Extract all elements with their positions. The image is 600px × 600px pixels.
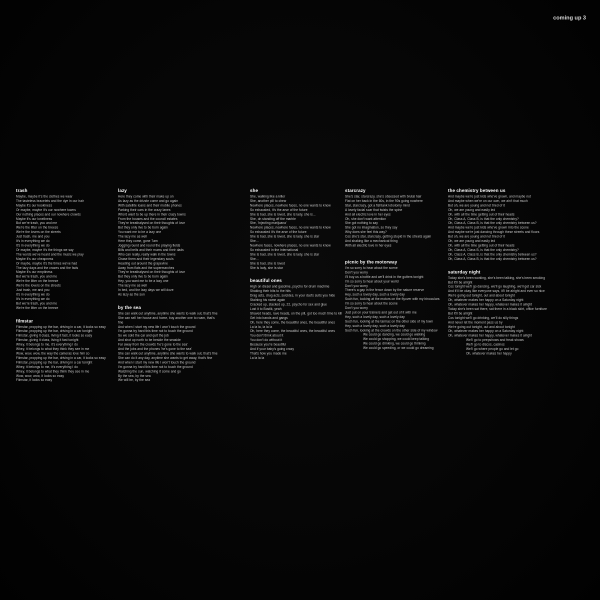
lyrics-column-1: [16, 188, 114, 383]
lyric-line: Cos tonight we'll go drinking, we'll do silly things: [448, 316, 519, 320]
lyric-line: And maybe when we're on our own, we ain't that much: [448, 199, 528, 203]
lyric-line: And when I start my new life I won't touch the ground: [118, 360, 196, 365]
lyric-line: And maybe we're just dancing through these streets and floors: [448, 230, 540, 235]
lyric-line-indented: We'll go where people go and let go: [466, 347, 519, 352]
lyric-line: Away from flats and the supermarches: [118, 266, 175, 270]
lyric-line: But they only live to be born again: [118, 275, 168, 279]
lyric-line-indented: We'll go to discos, casinos: [466, 343, 505, 347]
lyric-line-indented: We'll go to peepshows and freak shows: [466, 338, 524, 343]
lyric-line: You want me to be a lazy one: [118, 230, 162, 235]
lyric-line: And shaking like a mechanical thing: [345, 239, 398, 244]
lyric-line: Watching the sun, watching it come and go: [118, 369, 181, 374]
lyric-line: She, another pill to chew: [250, 199, 287, 203]
lyric-line: Staining his name again: [250, 298, 286, 303]
lyric-line: Oh, we are young and easily led: [448, 208, 496, 212]
lyric-line: Oh, Class A, Class B, is that the only chemistry?: [448, 248, 519, 252]
lyric-line: Filmstar, giving it class, living it fast, it looks so easy: [16, 334, 93, 338]
lyric-line-indented: We could go shopping, we could keep talking: [363, 337, 430, 342]
lyric-line: Parking their cars in the crazy lanes: [118, 208, 171, 212]
lyric-line: She can walk out anytime, anytime she wants to walk out, that's fine: [118, 311, 218, 316]
song-title: lazy: [118, 188, 127, 193]
lyric-line: She got no imagination, so they say: [345, 226, 398, 230]
lyric-line: She, oh standing off the marble: [250, 217, 296, 221]
lyric-line: By the sea, by the sea: [118, 374, 151, 378]
lyric-line: Oh, we are young and easily led: [448, 239, 496, 244]
lyric-line: It's in everything we do: [16, 292, 50, 297]
lyric-line: Wow, wow, wow, it looks so easy: [16, 374, 65, 378]
lyric-line: And if your baby's going crazy: [250, 347, 295, 352]
lyric-line: Hey, such a lovely day, such a lovely day: [345, 315, 405, 319]
lyric-line: Whey, it belongs to me, it's everything I do: [16, 343, 78, 347]
lyric-line: So we sold the car and quit the job: [118, 334, 169, 338]
song-title: by the sea: [118, 304, 142, 310]
lyric-line: And all electric love in her eyes: [345, 212, 391, 217]
lyric-line: And the jobs and the phones 'he's gone to the sea': [118, 347, 192, 352]
lyric-line: She is bad, she is loved, she is lady, she is...: [250, 212, 316, 217]
lyric-line: Just trash, me and you: [16, 235, 50, 239]
lyric-line: She...: [250, 239, 259, 244]
lyric-line: We're the litter on the breeze: [16, 226, 59, 230]
lyric-line: We're the lovers on the streets: [16, 230, 61, 235]
lyric-line: Maybe, maybe it's the clothes we wear: [16, 195, 73, 199]
lyric-line: Bills and bells and their mums and their dads: [118, 248, 184, 252]
lyric-line: Oh, Class A, Class B, is that the only chemistry between us?: [448, 221, 537, 226]
lyric-line: Cos she's star, starcrazy, getting stupid in the streets again: [345, 235, 432, 239]
corner-title: coming up 3: [553, 14, 586, 21]
song-title: she: [250, 188, 259, 193]
lyric-line: High on diesel and gasoline, psycho for drum machine: [250, 285, 330, 289]
lyric-line: Because you're beautiful: [250, 343, 287, 347]
lyric-line: Who can really, really walk in the towns: [118, 252, 176, 257]
lyric-line: Why does she feel this way?: [345, 230, 387, 235]
lyric-line: But we're trash, you and me: [16, 221, 58, 226]
lyric-line: And when I start my new life I won't touch the ground: [118, 325, 196, 329]
lyric-line: Drag acts, drug acts, suicides, in your dad's suits you hide: [250, 294, 336, 298]
lyric-line: It's in everything we do: [16, 239, 50, 244]
lyric-line: She is lady, she is star: [250, 266, 283, 270]
lyric-line: Our nothing places and our nowhere crowds: [16, 212, 81, 217]
lyric-line: And it'll be okay like everyone says, it'll be alright and ever so nice: [448, 289, 545, 294]
lyric-line: I'm so sorry to hear about the scene: [345, 266, 398, 270]
lyrics-column-5: [448, 188, 586, 356]
lyric-line: We're going out tonight, out and about tonight: [448, 325, 515, 329]
lyric-line: The words we've heard and the music we play: [16, 252, 84, 257]
song-starcrazy: [345, 188, 448, 248]
song-title: beautiful ones: [250, 278, 282, 284]
lyric-line: Nowhere places, nowhere faces, no one wants to know: [250, 203, 331, 208]
lyric-line: Oh, she don't want attention: [345, 217, 387, 221]
lyric-line: But we're trash, you and me: [16, 301, 58, 306]
lyric-line: So exhausted it's the arse of the future: [250, 230, 307, 235]
lyric-line: Jogging round and round the playing fields: [118, 243, 181, 248]
lyric-line: La la la, la la la: [250, 325, 273, 329]
lyric-line: Far away from the crowds 'he's gone to the sea': [118, 343, 188, 347]
lyric-line: We're the litter on the breeze: [16, 306, 59, 310]
lyric-line: Nowhere faces, nowhere places, no one wants to know: [250, 243, 331, 248]
lyric-line: That's how you made me: [250, 352, 287, 356]
lyric-line: And shot up north to be beside the seaside: [118, 338, 181, 343]
lyric-line: I'm gonna try hard this time not to touch the ground: [118, 329, 193, 334]
lyric-line: She is bad, she is loved: [250, 261, 285, 266]
song-lazy: [118, 188, 220, 297]
lyric-line: But oh, we are young and not tired of it: [448, 235, 505, 239]
lyric-line: But they only live to be born again: [118, 226, 168, 230]
lyric-line: Oh, whatever makes her happy on a Saturday night: [448, 298, 524, 303]
lyric-line: The lazy me as well: [118, 235, 148, 239]
lyric-line: Hey, such a lovely day, such a lovely day: [345, 324, 405, 328]
lyric-line: Whey, it belongs to me, it's everything I do: [16, 365, 78, 369]
lyric-line: Oh, Class A, Class B, is that the only chemistry?: [448, 217, 519, 221]
song-picnic-by-the-motorway: [345, 259, 448, 351]
lyric-line: She got nothing to say: [345, 221, 378, 226]
lyric-line: Today she's been sat there, sat there in a black skirt, office furniture: [448, 307, 547, 311]
lyric-line: Oh, here they come, the beautiful ones, the beautiful ones: [250, 320, 335, 325]
lyric-line: Or maybe, maybe it's our nowhere towns: [16, 208, 76, 212]
lyrics-column-4: [345, 188, 448, 351]
lyric-line: And maybe we're just kids who've grown, and maybe not: [448, 195, 531, 199]
lyric-line: We will be, by the sea: [118, 378, 151, 383]
lyric-line: I'm so sorry to hear about your world: [345, 279, 399, 284]
lyric-line: Here they come with their make up on: [118, 195, 174, 199]
song-she: [250, 188, 344, 271]
lyric-line: Hey, you want me to be a lazy one: [118, 279, 169, 284]
lyric-line: I'm gonna try hard this time not to touch the ground: [118, 365, 193, 369]
lyric-line: We're the litter on the breeze: [16, 279, 59, 284]
lyric-line: With satellite loans and their mobile phones: [118, 203, 182, 208]
lyric-line: Oh, whatever makes her happy, whatever makes it alright: [448, 303, 533, 307]
lyric-line: She, walking like a killer: [250, 195, 286, 199]
lyric-line: As lazy as the drizzle come and go again: [118, 199, 179, 203]
lyric-line: Just trash, me and you: [16, 288, 50, 293]
lyric-line: Flat on her back in the 60s, in the 90s going nowhere: [345, 199, 423, 203]
lyric-line: Filmstar, propping up the bar, driving in a car tonight: [16, 360, 93, 365]
lyric-line: Or maybe, maybe it's the times we've had: [16, 261, 78, 266]
lyric-line: Wow, wow, wow, the way the cameras love him so: [16, 352, 90, 356]
lyric-line: But it'll be alright: [448, 280, 473, 285]
lyric-line: Maybe it's our cheapness: [16, 257, 54, 261]
lyric-line-indented: We could go drinking, we could go thinking: [363, 342, 426, 346]
lyric-line: Chase them and their legendary souls: [118, 257, 174, 261]
lyric-line: Today she's been working, she's been talking, she's been smoking: [448, 276, 546, 280]
lyric-line: Oh, with all the time getting out of their heads: [448, 212, 515, 217]
lyric-line: Just put on your trainers and get out of it with me: [345, 310, 417, 315]
lyric-line: Oh, whatever makes her happy on a Saturday night: [448, 329, 524, 334]
lyric-line: And maybe we're just kids who've grown into the scene: [448, 226, 529, 230]
lyric-line: Filmstar, propping up the bar, driving in a car tonight: [16, 329, 93, 334]
song-title: filmstar: [16, 318, 34, 324]
lyric-line: We're the lovers on the streets: [16, 284, 61, 288]
lyric-line: Oh, Class A, Class B, is that the only chemistry between us?: [448, 252, 537, 257]
lyric-line: She can sell her house and home, buy another one to roam, that's fine: [118, 316, 215, 325]
song-by-the-sea: [118, 305, 220, 383]
lyric-line: She is bad, she is loved, she is lady, she is star: [250, 252, 320, 257]
lyric-line: Whey, it belongs to what they think they see in me: [16, 369, 90, 374]
lyric-line: From the houses and the council estates: [118, 217, 178, 221]
lyric-line: You don't think about it: [250, 334, 284, 338]
lyric-line: So exhausted in the international: [250, 248, 299, 252]
lyric-line: Oh, here they come, the beautiful ones, the beautiful ones: [250, 329, 335, 334]
lyric-line: Filmstar, propping up the bar, driving in a car, it looks so easy: [16, 325, 106, 329]
lyric-line: But it'll be alright: [448, 311, 473, 316]
lyric-line-indented: Oh, whatever makes her happy: [466, 352, 512, 356]
song-title: starcrazy: [345, 188, 366, 193]
lyric-line: In bed, and the lazy days we will doze: [118, 288, 174, 293]
lyric-line: Whey, it belongs to what they think they see in me: [16, 347, 90, 352]
lyric-line: As lazy as the sun: [118, 292, 145, 297]
lyric-line: There's a gap in the fence down by the nature reserve: [345, 288, 425, 293]
song-saturday-night: [448, 269, 586, 356]
lyric-line: She is bad, she is loved, she is lady, she is star: [250, 235, 320, 239]
song-title: the chemistry between us: [448, 188, 506, 193]
lyric-line: La la la la: [250, 356, 265, 360]
lyric-line: Don't you worry: [345, 306, 368, 311]
lyric-line: Don't you worry: [345, 284, 368, 288]
lyric-line: Such fun, looking at the motors on the flyover with my binoculars: [345, 297, 440, 302]
lyric-line: Oh, Class A, Class B, is that the only chemistry between us?: [448, 257, 537, 261]
lyric-line: Oh, whatever makes her happy, whatever makes it alright: [448, 334, 533, 338]
lyric-line: I'm so sorry to hear about the scene: [345, 302, 398, 306]
lyric-line: Maybe it's our kookiness: [16, 203, 53, 208]
lyric-line: So exhausted, it's the arse of the future: [250, 208, 308, 212]
lyric-line: She, 'injecting marijuana': [250, 221, 287, 226]
lyric-line: The lazy days and the crazes and the fads: [16, 266, 79, 270]
lyric-line: It's in everything we do: [16, 297, 50, 301]
lyric-line: With all electric love in her eyes: [345, 243, 392, 248]
song-title: picnic by the motorway: [345, 259, 398, 265]
lyric-line: She can do it any day, anytime she wants to get away, that's fine: [118, 356, 213, 360]
lyric-line: Oh, with all the time getting out of their heads: [448, 243, 515, 248]
lyric-line: Filmstar, propping up the bar, driving in a car, it looks so easy: [16, 356, 106, 360]
lyrics-column-3: [250, 188, 344, 361]
lyric-line: They're breathalysed on their thoughts of love: [118, 270, 186, 275]
lyric-line: Hey, such a lovely day, such a lovely day: [345, 293, 405, 297]
lyric-line: She can walk out anytime, anytime she wants to walk out, that's fine: [118, 352, 218, 356]
lyric-line: The lazy me as well: [118, 284, 148, 288]
lyrics-column-2: [118, 188, 220, 383]
lyric-line: Shaking their bits to the hits: [250, 289, 291, 294]
lyric-line: The tasteless bracelets and the dye in our hair: [16, 199, 84, 203]
lyric-line: Such fun, looking at the crowds on the other side of my window: [345, 328, 438, 333]
lyric-line: She...: [250, 257, 259, 261]
lyric-line: Star, starcrazy, got a fishtank lobotomy mind: [345, 203, 410, 208]
lyric-line: Heading out around the grapevine: [118, 261, 168, 266]
lyric-line: Don't you worry: [345, 270, 368, 275]
lyric-line: Maybe it's our loneliness: [16, 217, 53, 221]
lyric-line: Maybe it's our emptiness: [16, 270, 53, 275]
lyric-line: And never let the moment pass us by: [448, 320, 503, 325]
lyric-line: We're going out tonight, out and about tonight: [448, 294, 515, 298]
lyric-line: It's in everything we do: [16, 243, 50, 248]
lyric-line: Nowhere places, nowhere faces, no one wants to know: [250, 226, 331, 230]
lyric-line: But oh, we are young and not tired of it: [448, 203, 505, 208]
song-trash: [16, 188, 114, 311]
lyric-line: Filmstar, it looks so easy: [16, 378, 53, 383]
lyric-line: You don't do without it: [250, 338, 283, 343]
song-title: trash: [16, 188, 28, 193]
lyric-line: Cracked up, stacked up, 22, psycho for sex and glue: [250, 303, 327, 307]
lyric-line-indented: We could go speeding, or we could go dreaming: [363, 346, 434, 351]
lyric-line: Such fun, looking at the tarmac on the other side of my town: [345, 319, 434, 324]
lyric-line: Here they come, gone 7am: [118, 239, 158, 244]
song-the-chemistry-between-us: [448, 188, 586, 262]
song-beautiful-ones: [250, 278, 344, 361]
song-filmstar: [16, 318, 114, 383]
lyric-line: They're breathalysed on their thoughts of love: [118, 221, 186, 226]
lyric-line: Filmstar, giving it class, living it fast tonight: [16, 338, 79, 343]
lyric-line: Or maybe, maybe it's the things we say: [16, 248, 74, 252]
song-title: saturday night: [448, 269, 481, 275]
lyric-line: Who'd want to be up there in their crazy towns: [118, 212, 186, 217]
lyric-line: Cos tonight we'll go dancing, we'll go laughing, we'll get car sick: [448, 285, 542, 289]
lyric-line: Get into bands and gangs: [250, 316, 288, 320]
lyric-line: Lost it to Bostik, yeah: [250, 307, 282, 311]
lyric-line: But we're trash, you and me: [16, 275, 58, 279]
lyric-line: I'll buy us a bottle and we'll drink in the gutters tonight: [345, 275, 424, 279]
lyric-line: She's star, starcrazy, she's obsessed with brutal hair: [345, 195, 422, 199]
lyric-line: A lovely facial scar that twists the spine: [345, 208, 403, 212]
lyric-line-indented: We could go dancing, we could go walking: [363, 333, 426, 337]
lyric-line: Shaved heads, rave heads, on the pill, got too much time to kill: [250, 311, 343, 316]
